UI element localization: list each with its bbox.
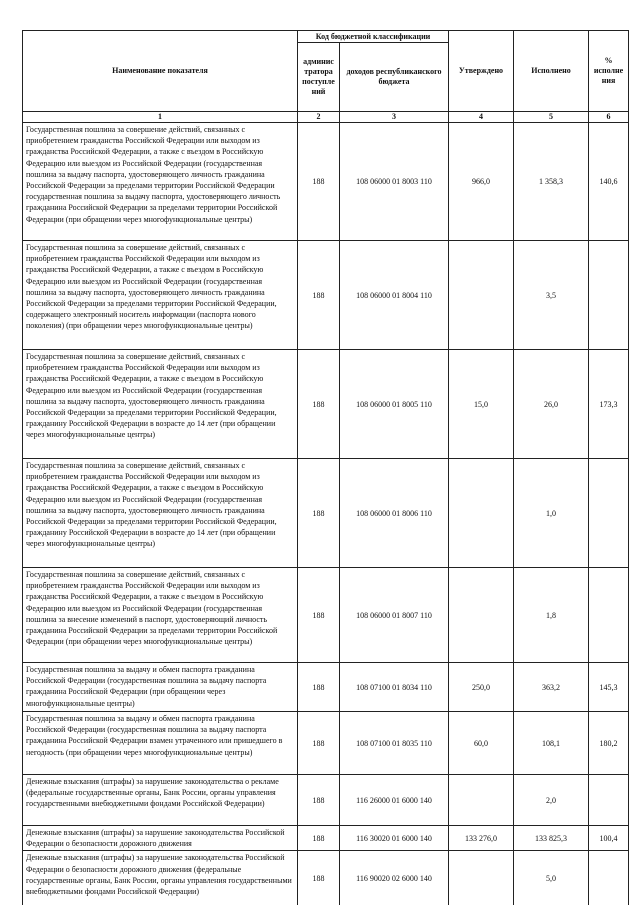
row-executed: 1 358,3 xyxy=(514,123,589,241)
row-executed: 2,0 xyxy=(514,775,589,826)
table-row xyxy=(23,350,629,459)
colnum: 6 xyxy=(589,112,629,123)
row-admin-code: 188 xyxy=(298,350,340,459)
row-approved xyxy=(449,241,514,350)
column-numbers-row xyxy=(23,112,629,123)
header-percent: % исполне ния xyxy=(589,31,629,112)
row-name: Государственная пошлина за совершение действий, связанных с приобретением гражданства Российской Федерации или выходом из гражданства Российской Федерации, а также с въездом в Российскую Федерацию или выездом из Российской Федерации (государственная пошлина за выдачу паспорта, удостоверяющего личность гражданина Российской Федерации за пределами территории Российской Федерации государственная пошлина за выдачу паспорта, удостоверяющего личность гражданина Российской Федерации за пределами территории Российской Федерации (при обращении через многофункциональные центры) xyxy=(23,123,298,241)
row-approved xyxy=(449,851,514,905)
row-admin-code: 188 xyxy=(298,712,340,775)
header-admin: админис тратора поступле ний xyxy=(298,43,340,112)
row-admin-code: 188 xyxy=(298,123,340,241)
colnum: 4 xyxy=(449,112,514,123)
table-row xyxy=(23,123,629,241)
row-revenue-code: 108 06000 01 8003 110 xyxy=(340,123,449,241)
row-approved xyxy=(449,568,514,663)
row-executed: 133 825,3 xyxy=(514,826,589,851)
row-name: Государственная пошлина за совершение действий, связанных с приобретением гражданства Российской Федерации или выходом из гражданства Российской Федерации, а также с въездом в Российскую Федерацию или выездом из Российской Федерации (государственная пошлина за выдачу паспорта, удостоверяющего личность гражданина Российской Федерации за пределами территории Российской Федерации, гражданину Российской Федерации в возрасте до 14 лет (при обращении через многофункциональные центры) xyxy=(23,459,298,568)
row-admin-code: 188 xyxy=(298,568,340,663)
row-approved: 60,0 xyxy=(449,712,514,775)
row-admin-code: 188 xyxy=(298,851,340,905)
row-revenue-code: 108 07100 01 8034 110 xyxy=(340,663,449,712)
row-approved: 250,0 xyxy=(449,663,514,712)
row-percent: 173,3 xyxy=(589,350,629,459)
row-revenue-code: 108 06000 01 8004 110 xyxy=(340,241,449,350)
row-percent: 100,4 xyxy=(589,826,629,851)
row-executed: 26,0 xyxy=(514,350,589,459)
row-name: Государственная пошлина за совершение действий, связанных с приобретением гражданства Российской Федерации или выходом из гражданства Российской Федерации, а также с въездом в Российскую Федерацию или выездом из Российской Федерации (государственная пошлина за выдачу паспорта, удостоверяющего личность гражданина Российской Федерации за пределами территории Российской Федерации, гражданину Российской Федерации в возрасте до 14 лет (при обращении через многофункциональные центры) xyxy=(23,350,298,459)
colnum: 5 xyxy=(514,112,589,123)
row-executed: 1,8 xyxy=(514,568,589,663)
colnum: 2 xyxy=(298,112,340,123)
row-revenue-code: 108 06000 01 8007 110 xyxy=(340,568,449,663)
row-name: Денежные взыскания (штрафы) за нарушение законодательства Российской Федерации о безопасности дорожного движения (федеральные государственные органы, Банк России, органы управления государственными внебюджетными фондами Российской Федерации) xyxy=(23,851,298,905)
row-name: Государственная пошлина за выдачу и обмен паспорта гражданина Российской Федерации (государственная пошлина за выдачу паспорта гражданина Российской Федерации (при обращении через многофункциональные центры) xyxy=(23,663,298,712)
row-admin-code: 188 xyxy=(298,775,340,826)
row-name: Государственная пошлина за совершение действий, связанных с приобретением гражданства Российской Федерации или выходом из гражданства Российской Федерации, а также с въездом в Российскую Федерацию или выездом из Российской Федерации (государственная пошлина за внесение изменений в паспорт, удостоверяющий личность гражданина Российской Федерации за пределами территории Российской Федерации (при обращении через многофункциональные центры) xyxy=(23,568,298,663)
row-percent: 180,2 xyxy=(589,712,629,775)
row-approved xyxy=(449,775,514,826)
row-name: Государственная пошлина за совершение действий, связанных с приобретением гражданства Российской Федерации или выходом из гражданства Российской Федерации, а также с въездом в Российскую Федерацию или выездом из Российской Федерации (государственная пошлина за выдачу паспорта, удостоверяющего личность гражданина Российской Федерации за пределами территории Российской Федерации, содержащего электронный носитель информации (паспорта нового поколения) (при обращении через многофункциональные центры) xyxy=(23,241,298,350)
row-name: Денежные взыскания (штрафы) за нарушение законодательства Российской Федерации о безопасности дорожного движения xyxy=(23,826,298,851)
row-admin-code: 188 xyxy=(298,663,340,712)
row-percent: 140,6 xyxy=(589,123,629,241)
table-row xyxy=(23,826,629,851)
table-row xyxy=(23,568,629,663)
row-approved xyxy=(449,459,514,568)
row-percent xyxy=(589,775,629,826)
table-row xyxy=(23,663,629,712)
row-executed: 5,0 xyxy=(514,851,589,905)
row-percent: 145,3 xyxy=(589,663,629,712)
colnum: 1 xyxy=(23,112,298,123)
row-approved: 966,0 xyxy=(449,123,514,241)
table-row xyxy=(23,712,629,775)
table-row xyxy=(23,775,629,826)
row-name: Государственная пошлина за выдачу и обмен паспорта гражданина Российской Федерации (государственная пошлина за выдачу паспорта гражданина Российской Федерации взамен утраченного или пришедшего в негодность (при обращении через многофункциональные центры) xyxy=(23,712,298,775)
row-revenue-code: 116 90020 02 6000 140 xyxy=(340,851,449,905)
colnum: 3 xyxy=(340,112,449,123)
row-percent xyxy=(589,459,629,568)
row-revenue-code: 108 07100 01 8035 110 xyxy=(340,712,449,775)
row-executed: 108,1 xyxy=(514,712,589,775)
header-approved: Утверждено xyxy=(449,31,514,112)
row-admin-code: 188 xyxy=(298,241,340,350)
row-name: Денежные взыскания (штрафы) за нарушение законодательства о рекламе (федеральные государственные органы, Банк России, органы управления государственными внебюджетными фондами Российской Федерации) xyxy=(23,775,298,826)
row-revenue-code: 108 06000 01 8006 110 xyxy=(340,459,449,568)
row-revenue-code: 116 26000 01 6000 140 xyxy=(340,775,449,826)
row-percent xyxy=(589,568,629,663)
table-row xyxy=(23,851,629,905)
header-dohody: доходов республиканского бюджета xyxy=(340,43,449,112)
row-revenue-code: 116 30020 01 6000 140 xyxy=(340,826,449,851)
row-percent xyxy=(589,851,629,905)
row-admin-code: 188 xyxy=(298,826,340,851)
row-admin-code: 188 xyxy=(298,459,340,568)
table-row xyxy=(23,459,629,568)
header-executed: Исполнено xyxy=(514,31,589,112)
row-executed: 363,2 xyxy=(514,663,589,712)
row-percent xyxy=(589,241,629,350)
header-kbk: Код бюджетной классификации xyxy=(298,31,449,43)
budget-table-page xyxy=(22,30,628,905)
header-name: Наименование показателя xyxy=(23,31,298,112)
row-approved: 15,0 xyxy=(449,350,514,459)
budget-revenue-table xyxy=(22,30,629,905)
table-row xyxy=(23,241,629,350)
row-approved: 133 276,0 xyxy=(449,826,514,851)
row-executed: 3,5 xyxy=(514,241,589,350)
row-revenue-code: 108 06000 01 8005 110 xyxy=(340,350,449,459)
row-executed: 1,0 xyxy=(514,459,589,568)
